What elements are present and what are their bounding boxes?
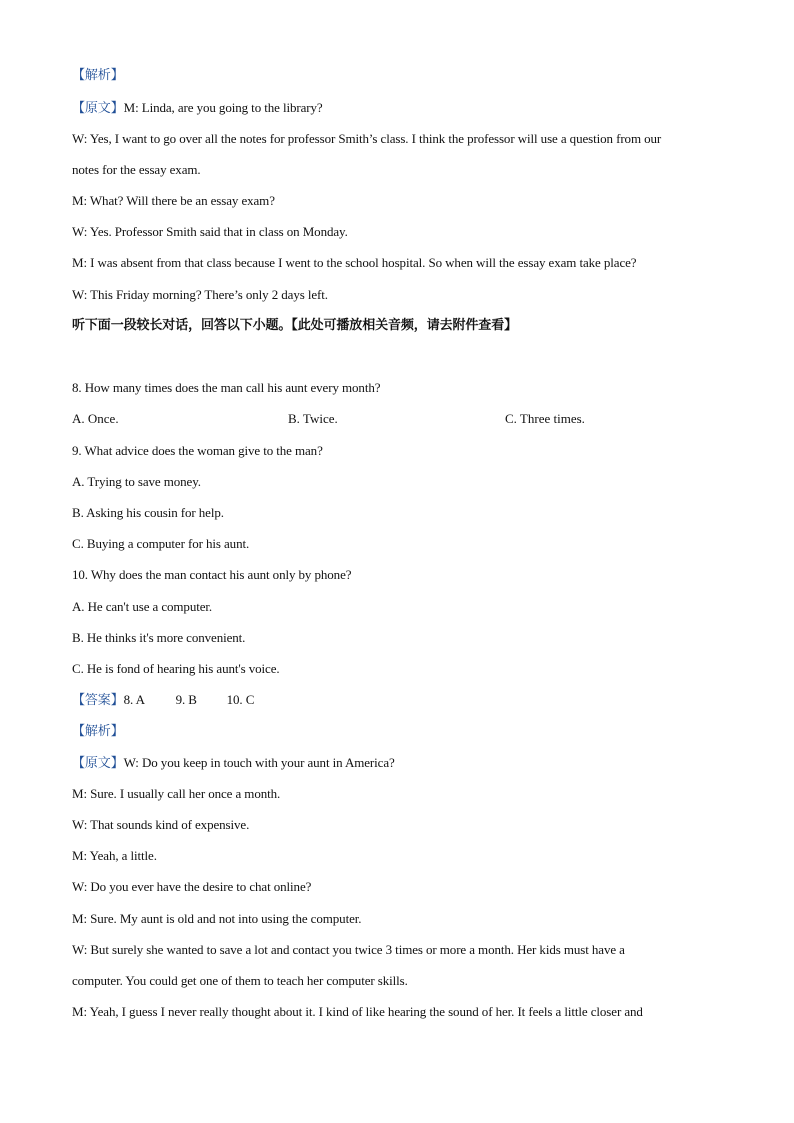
question-stem: 8. How many times does the man call his aunt every month? xyxy=(72,380,381,395)
transcript-line: M: What? Will there be an essay exam? xyxy=(72,193,275,208)
option-c: C. Three times. xyxy=(505,411,585,426)
original-text-label: 【原文】 xyxy=(72,101,124,116)
option-a: A. Once. xyxy=(72,411,119,426)
transcript-text: M: Linda, are you going to the library? xyxy=(123,100,323,115)
transcript-line: notes for the essay exam. xyxy=(72,162,201,177)
analysis-label: 【解析】 xyxy=(72,68,124,83)
answer-line xyxy=(72,692,254,709)
transcript-line: W: That sounds kind of expensive. xyxy=(72,817,250,832)
option-b: B. He thinks it's more convenient. xyxy=(72,630,246,645)
transcript-line: M: Yeah, a little. xyxy=(72,848,157,863)
original-text-label: 【原文】 xyxy=(72,756,124,771)
answer-label: 【答案】 xyxy=(72,693,124,708)
answer-item: 8. A xyxy=(123,692,145,707)
transcript-line xyxy=(72,100,323,117)
answer-item: 9. B xyxy=(175,692,197,707)
question-stem: 9. What advice does the woman give to the man? xyxy=(72,443,323,458)
transcript-text: W: Do you keep in touch with your aunt in America? xyxy=(123,755,395,770)
option-b: B. Asking his cousin for help. xyxy=(72,505,224,520)
transcript-line: computer. You could get one of them to teach her computer skills. xyxy=(72,973,408,988)
analysis-label: 【解析】 xyxy=(72,724,124,739)
transcript-line: W: But surely she wanted to save a lot and contact you twice 3 times or more a month. Her kids must have a xyxy=(72,942,625,957)
option-a: A. Trying to save money. xyxy=(72,474,201,489)
option-c: C. He is fond of hearing his aunt's voice. xyxy=(72,661,280,676)
option-c: C. Buying a computer for his aunt. xyxy=(72,536,250,551)
transcript-line: M: Sure. I usually call her once a month. xyxy=(72,786,281,801)
transcript-line: W: This Friday morning? There’s only 2 days left. xyxy=(72,287,328,302)
transcript-line: W: Do you ever have the desire to chat online? xyxy=(72,879,312,894)
transcript-line xyxy=(72,755,395,772)
answer-item: 10. C xyxy=(226,692,255,707)
transcript-line: M: Yeah, I guess I never really thought about it. I kind of like hearing the sound of her. It feels a little closer and xyxy=(72,1004,643,1019)
question-stem: 10. Why does the man contact his aunt only by phone? xyxy=(72,567,352,582)
option-b: B. Twice. xyxy=(288,411,338,426)
transcript-line: M: I was absent from that class because I went to the school hospital. So when will the essay exam take place? xyxy=(72,255,637,270)
transcript-line: W: Yes, I want to go over all the notes for professor Smith’s class. I think the professor will use a question from our xyxy=(72,131,662,146)
listening-instruction: 听下面一段较长对话，回答以下小题。【此处可播放相关音频，请去附件查看】 xyxy=(72,318,518,333)
option-a: A. He can't use a computer. xyxy=(72,599,213,614)
transcript-line: M: Sure. My aunt is old and not into using the computer. xyxy=(72,911,362,926)
transcript-line: W: Yes. Professor Smith said that in class on Monday. xyxy=(72,224,348,239)
